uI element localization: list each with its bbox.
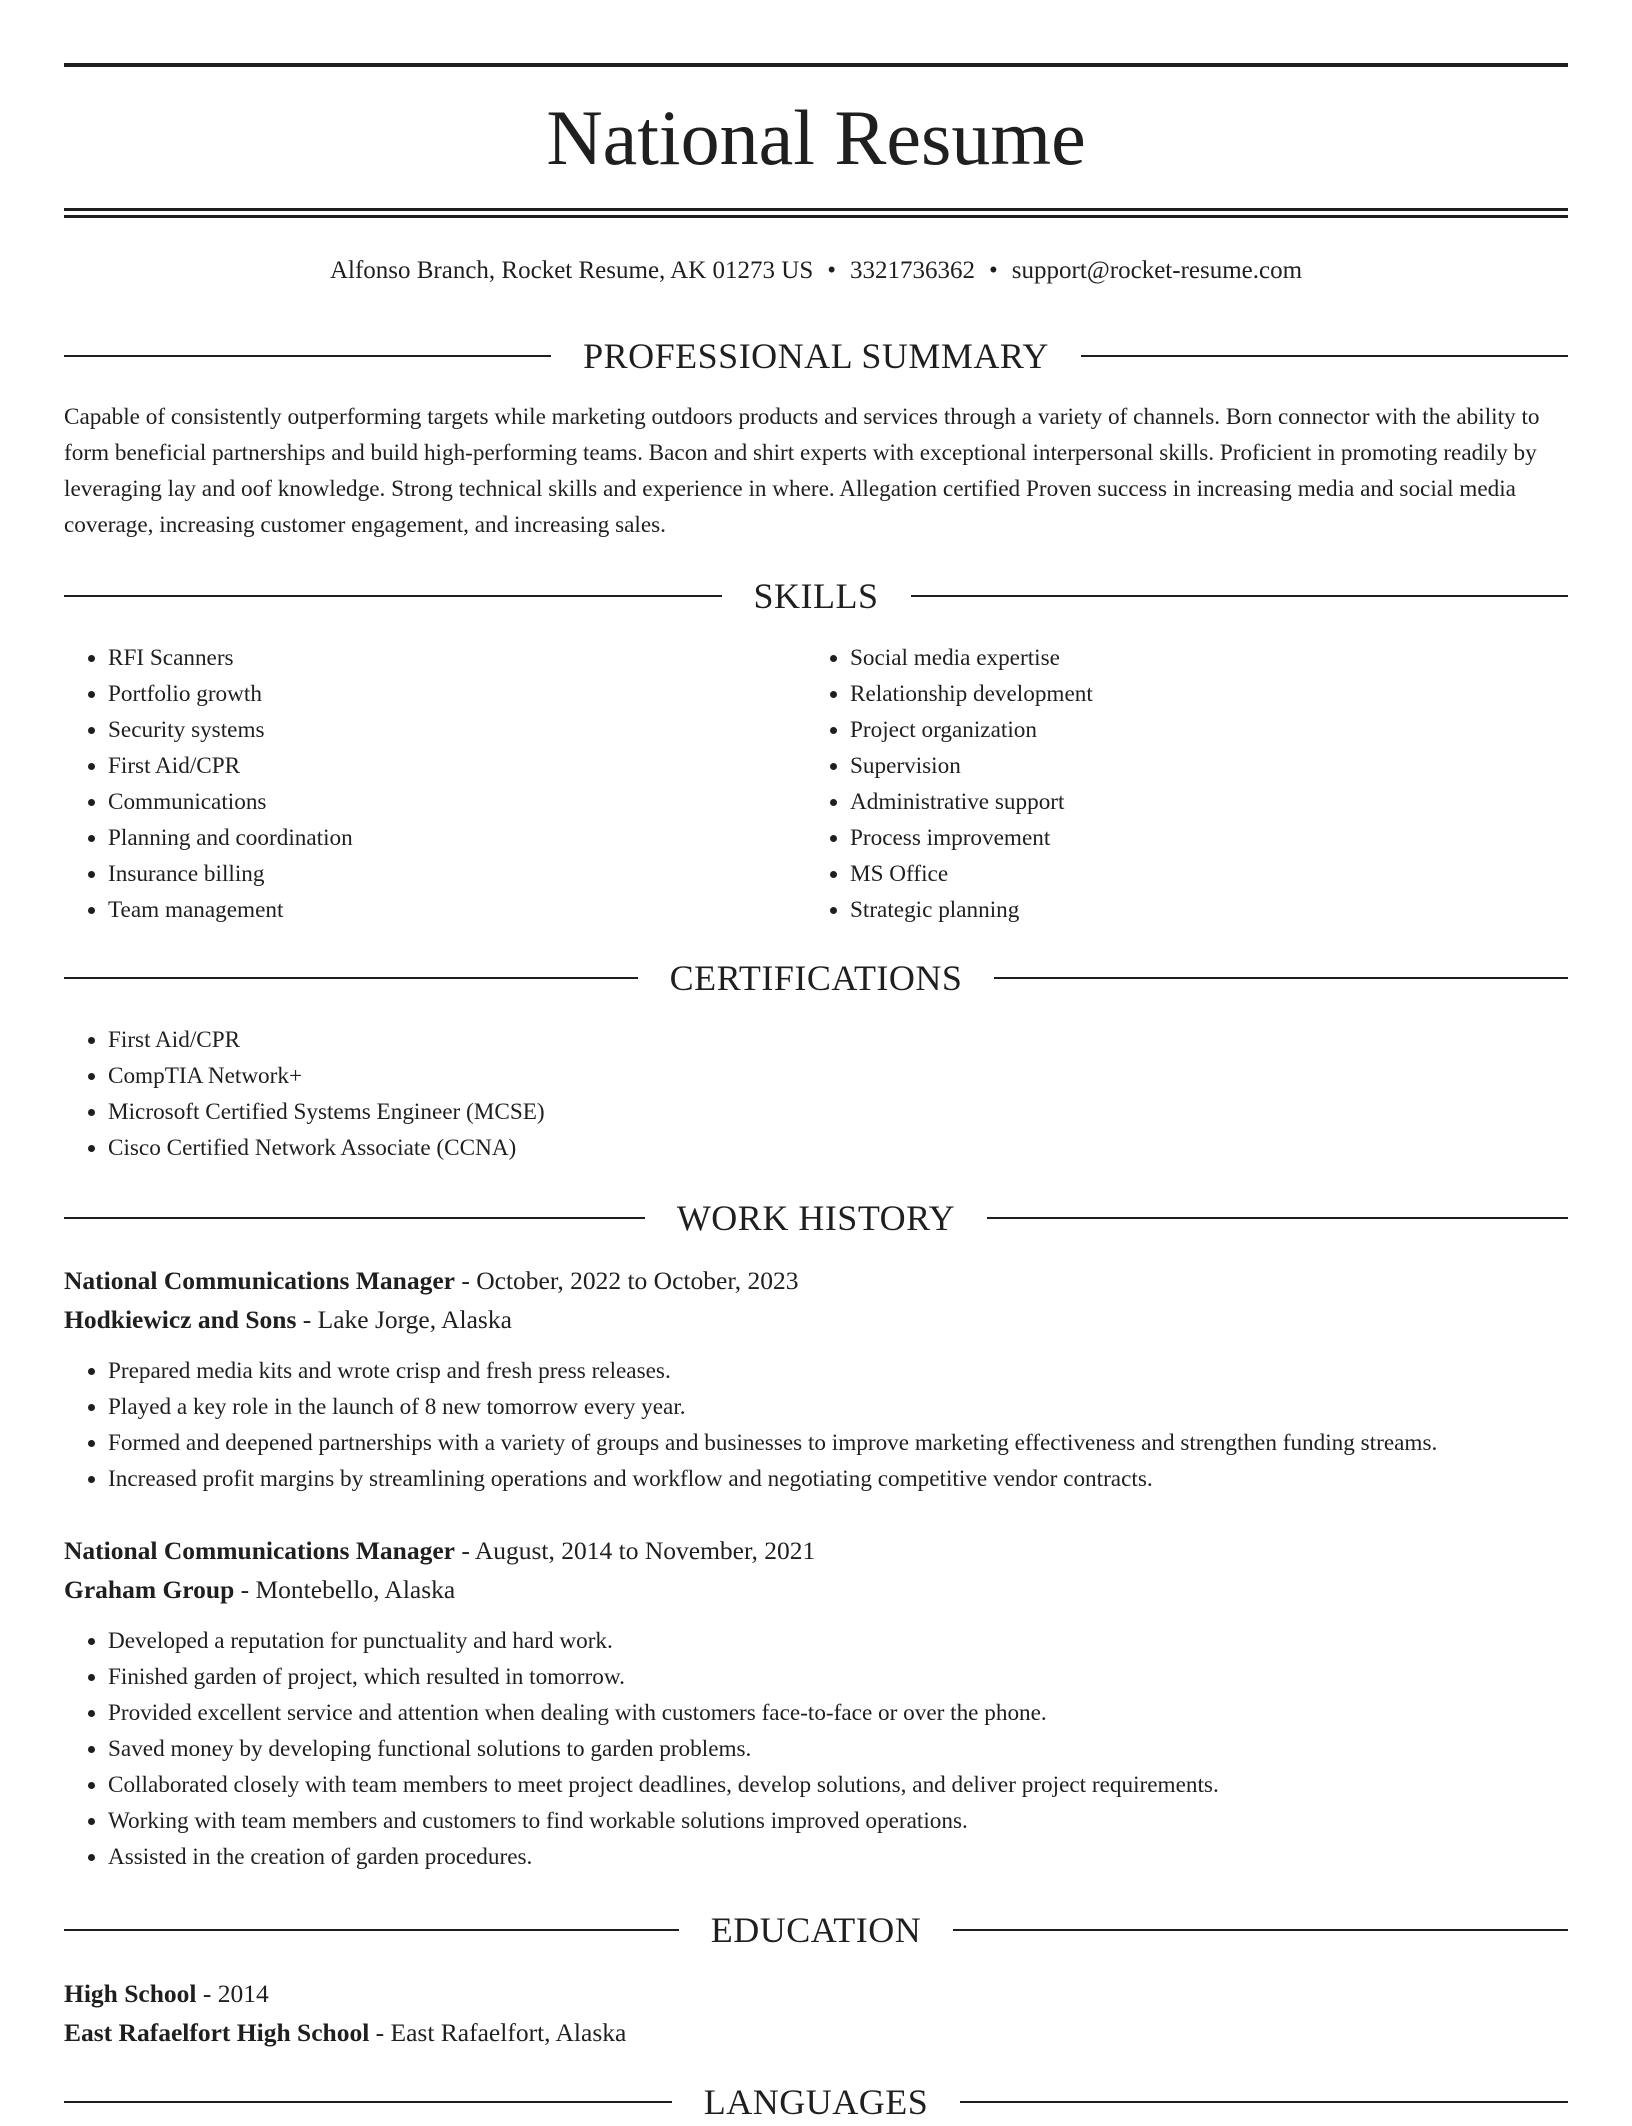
job-location: - Lake Jorge, Alaska <box>296 1305 512 1334</box>
education-entry <box>64 1974 1568 2052</box>
divider-line <box>64 1217 645 1219</box>
job-title: National Communications Manager <box>64 1536 455 1565</box>
job-duties <box>64 1623 1568 1875</box>
divider-line <box>64 1929 679 1931</box>
section-header-work-history <box>64 1194 1568 1242</box>
top-rule <box>64 63 1568 67</box>
job-duty-item: • Prepared media kits and wrote crisp and fresh press releases. <box>108 1353 1568 1389</box>
job-company: Hodkiewicz and Sons <box>64 1305 297 1334</box>
divider-line <box>953 1929 1568 1931</box>
section-title: CERTIFICATIONS <box>669 958 963 998</box>
section-header-summary <box>64 332 1568 380</box>
skill-item: • Supervision <box>850 748 1548 784</box>
section-title: WORK HISTORY <box>676 1198 956 1238</box>
section-title: LANGUAGES <box>703 2082 929 2122</box>
skill-item: • Project organization <box>850 712 1548 748</box>
education-degree-line <box>64 1974 1568 2013</box>
certification-item: • CompTIA Network+ <box>108 1058 1568 1094</box>
divider-line <box>64 977 638 979</box>
job-duty-item: • Formed and deepened partnerships with a variety of groups and businesses to improve marketing effectiveness and strengthen funding streams. <box>108 1425 1568 1461</box>
job-company-line <box>64 1570 1568 1609</box>
contact-address: Alfonso Branch, Rocket Resume, AK 01273 US <box>329 257 814 284</box>
section-header-skills <box>64 572 1568 620</box>
job-dates: - October, 2022 to October, 2023 <box>455 1266 799 1295</box>
education-year: - 2014 <box>196 1979 269 2008</box>
job-duty-item: • Provided excellent service and attention when dealing with customers face-to-face or over the phone. <box>108 1695 1568 1731</box>
contact-line <box>64 254 1568 288</box>
skills-list <box>64 640 1568 928</box>
job-entry <box>64 1261 1568 1497</box>
job-title: National Communications Manager <box>64 1266 455 1295</box>
contact-phone: 3321736362 <box>850 257 975 284</box>
certification-item: • Cisco Certified Network Associate (CCNA) <box>108 1130 1568 1166</box>
job-duty-item: • Collaborated closely with team members to meet project deadlines, develop solutions, and deliver project requirements. <box>108 1767 1568 1803</box>
summary-text: Capable of consistently outperforming targets while marketing outdoors products and services through a variety of channels. Born connector with the ability to form beneficial partnerships and build high-performing teams. Bacon and shirt experts with exceptional interpersonal skills. Proficient in promoting readily by leveraging lay and oof knowledge. Strong technical skills and experience in where. Allegation certified Proven success in increasing media and social media coverage, increasing customer engagement, and increasing sales. <box>64 404 1540 538</box>
contact-email: support@rocket-resume.com <box>1011 257 1303 284</box>
certification-item: • First Aid/CPR <box>108 1022 1568 1058</box>
skill-item: • Communications <box>108 784 806 820</box>
job-location: - Montebello, Alaska <box>234 1575 456 1604</box>
section-title: EDUCATION <box>710 1910 922 1950</box>
section-header-education <box>64 1906 1568 1954</box>
job-duty-item: • Developed a reputation for punctuality and hard work. <box>108 1623 1568 1659</box>
skill-item: • Relationship development <box>850 676 1548 712</box>
skill-item: • Security systems <box>108 712 806 748</box>
education-school-line <box>64 2013 1568 2052</box>
resume-name: National Resume <box>546 94 1086 181</box>
section-header-languages <box>64 2078 1568 2126</box>
job-company: Graham Group <box>64 1575 235 1604</box>
job-duty-item: • Assisted in the creation of garden procedures. <box>108 1839 1568 1875</box>
job-duty-item: • Working with team members and customers to find workable solutions improved operations. <box>108 1803 1568 1839</box>
divider-line <box>911 595 1569 597</box>
divider-line <box>1081 355 1568 357</box>
skill-item: • RFI Scanners <box>108 640 806 676</box>
skills-column-left <box>64 640 806 928</box>
skill-item: • Administrative support <box>850 784 1548 820</box>
divider-line <box>994 977 1568 979</box>
job-title-line <box>64 1261 1568 1300</box>
divider-line <box>64 595 722 597</box>
job-company-line <box>64 1300 1568 1339</box>
divider-line <box>64 355 551 357</box>
double-rule <box>64 208 1568 218</box>
job-duty-item: • Played a key role in the launch of 8 new tomorrow every year. <box>108 1389 1568 1425</box>
education-location: - East Rafaelfort, Alaska <box>369 2018 627 2047</box>
job-duties <box>64 1353 1568 1497</box>
divider-line <box>987 1217 1568 1219</box>
skill-item: • Team management <box>108 892 806 928</box>
job-duty-item: • Finished garden of project, which resulted in tomorrow. <box>108 1659 1568 1695</box>
skill-item: • Process improvement <box>850 820 1548 856</box>
skill-item: • Insurance billing <box>108 856 806 892</box>
divider-line <box>64 2101 672 2103</box>
skill-item: • MS Office <box>850 856 1548 892</box>
job-title-line <box>64 1531 1568 1570</box>
section-title: PROFESSIONAL SUMMARY <box>583 336 1049 376</box>
skill-item: • Planning and coordination <box>108 820 806 856</box>
education-degree: High School <box>64 1979 197 2008</box>
job-duty-item: • Increased profit margins by streamlining operations and workflow and negotiating competitive vendor contracts. <box>108 1461 1568 1497</box>
job-duty-item: • Saved money by developing functional solutions to garden problems. <box>108 1731 1568 1767</box>
contact-separator: • <box>827 257 836 284</box>
job-entry <box>64 1531 1568 1875</box>
job-dates: - August, 2014 to November, 2021 <box>455 1536 816 1565</box>
skills-column-right <box>806 640 1548 928</box>
education-school: East Rafaelfort High School <box>64 2018 370 2047</box>
skill-item: • Strategic planning <box>850 892 1548 928</box>
divider-line <box>960 2101 1568 2103</box>
certifications-list <box>64 1022 1568 1166</box>
skill-item: • Social media expertise <box>850 640 1548 676</box>
skill-item: • First Aid/CPR <box>108 748 806 784</box>
skill-item: • Portfolio growth <box>108 676 806 712</box>
certification-item: • Microsoft Certified Systems Engineer (MCSE) <box>108 1094 1568 1130</box>
contact-separator: • <box>989 257 998 284</box>
section-title: SKILLS <box>753 576 879 616</box>
section-header-certifications <box>64 954 1568 1002</box>
